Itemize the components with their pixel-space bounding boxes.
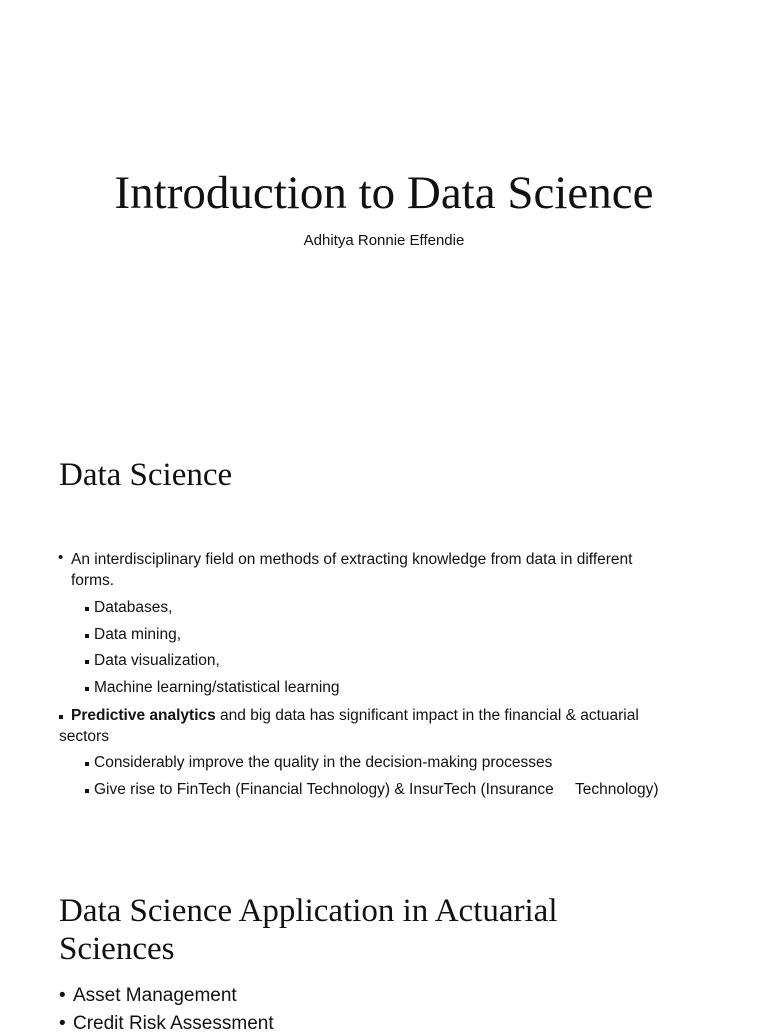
bullet-text-continuation: sectors xyxy=(59,728,109,745)
application-item: Asset Management xyxy=(73,985,237,1006)
bullet-text-continuation: forms. xyxy=(71,572,115,589)
slide-title-line2: Sciences xyxy=(59,931,175,967)
sub-item: Machine learning/statistical learning xyxy=(94,679,340,696)
sub-item: Databases, xyxy=(94,599,173,616)
author-name: Adhitya Ronnie Effendie xyxy=(303,232,465,249)
presentation-title: Introduction to Data Science xyxy=(114,167,654,219)
bullet-text: An interdisciplinary field on methods of extracting knowledge from data in different xyxy=(71,551,633,568)
slide-title-line1: Data Science Application in Actuarial xyxy=(59,893,558,929)
sub-item: Data visualization, xyxy=(94,652,220,669)
slide-title-data-science: Data Science xyxy=(59,457,233,493)
sub-item: Considerably improve the quality in the decision-making processes xyxy=(94,754,553,771)
sub-item: Data mining, xyxy=(94,626,182,643)
bullet-dot: • xyxy=(58,549,64,566)
bullet-dot: • xyxy=(59,1013,66,1034)
application-item: Credit Risk Assessment xyxy=(73,1013,274,1034)
bold-term: Predictive analytics xyxy=(71,707,216,724)
sub-item: Give rise to FinTech (Financial Technology) & InsurTech (Insurance Technology) xyxy=(94,781,659,798)
bullet-dot: • xyxy=(59,985,66,1006)
bullet-text-rest: and big data has significant impact in the financial & actuarial xyxy=(215,707,639,724)
